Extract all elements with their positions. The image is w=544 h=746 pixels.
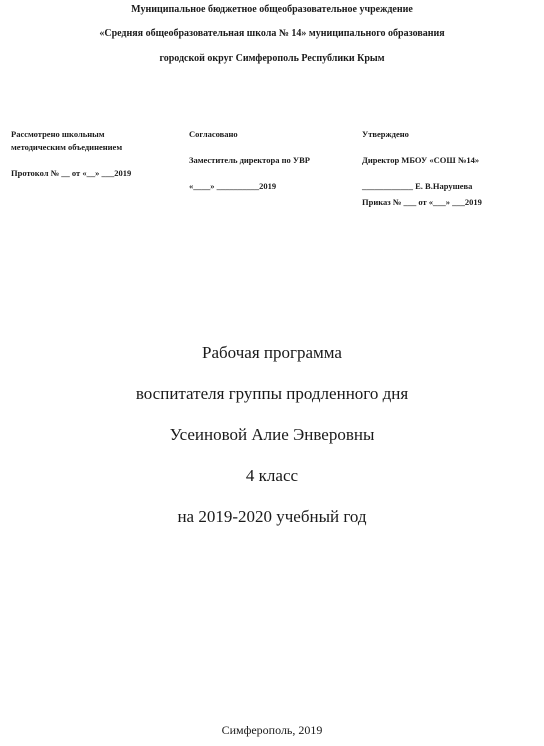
approved-line-1: Утверждено — [362, 129, 409, 139]
considered-line-2: методическим объединением — [11, 142, 123, 152]
approved-signature: ____________ Е. В.Нарушева — [362, 181, 473, 191]
approved-line-2: Директор МБОУ «СОШ №14» — [362, 155, 480, 165]
agreed-date: «____» __________2019 — [189, 181, 277, 191]
approval-approved — [362, 128, 482, 209]
considered-protocol: Протокол № __ от «__» ___2019 — [11, 168, 132, 178]
place-and-year: Симферополь, 2019 — [221, 723, 323, 737]
agreed-line-1: Согласовано — [189, 129, 238, 139]
class-label: 4 класс — [245, 466, 299, 485]
approved-order: Приказ № ___ от «___» ___2019 — [362, 197, 482, 207]
academic-year: на 2019-2020 учебный год — [177, 507, 367, 526]
program-subtitle: воспитателя группы продленного дня — [135, 384, 409, 403]
teacher-name: Усеиновой Алие Энверовны — [169, 425, 375, 444]
header-line-1: Муниципальное бюджетное общеобразовательное учреждение — [131, 4, 413, 15]
approval-agreed — [189, 128, 310, 193]
header-line-2: «Средняя общеобразовательная школа № 14» муниципального образования — [99, 28, 445, 39]
considered-line-1: Рассмотрено школьным — [11, 129, 105, 139]
program-title: Рабочая программа — [202, 343, 342, 362]
header-line-3: городской округ Симферополь Республики Крым — [159, 53, 385, 64]
approval-considered — [11, 128, 131, 180]
agreed-line-2: Заместитель директора по УВР — [189, 155, 310, 165]
